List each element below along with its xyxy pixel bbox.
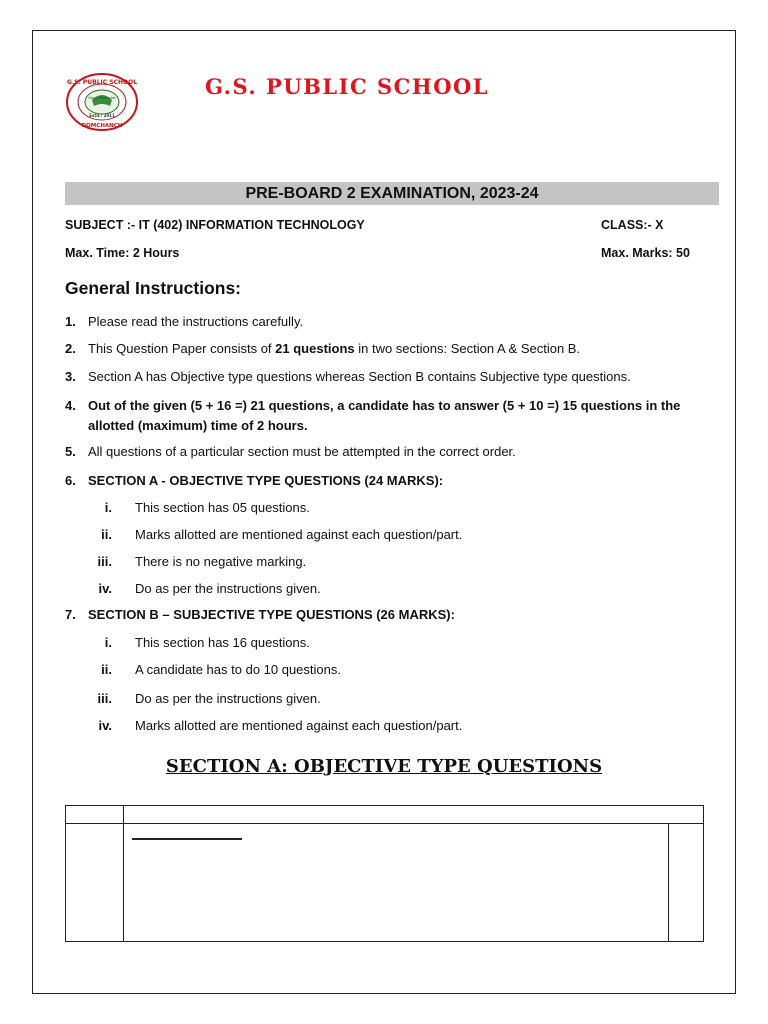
instruction-number: 6. bbox=[65, 473, 76, 488]
instruction-number: 5. bbox=[65, 444, 76, 459]
logo-center-text: Good Character bbox=[88, 96, 116, 100]
logo-ring-bottom-text: DOMCHANCH bbox=[81, 123, 123, 129]
general-instructions-title: General Instructions: bbox=[65, 278, 242, 298]
section-b-instruction-heading: SECTION B – SUBJECTIVE TYPE QUESTIONS (26 MARKS): bbox=[88, 607, 455, 622]
logo-estd-text: Estd.: 2011 bbox=[89, 113, 115, 118]
school-logo bbox=[64, 72, 140, 132]
question-table bbox=[65, 805, 704, 942]
section-a-instruction-heading: SECTION A - OBJECTIVE TYPE QUESTIONS (24 MARKS): bbox=[88, 473, 444, 488]
max-time: Max. Time: 2 Hours bbox=[65, 246, 180, 260]
instruction-text: Section A has Objective type questions whereas Section B contains Subjective type questions. bbox=[88, 369, 631, 384]
instruction-number: 1. bbox=[65, 314, 76, 329]
instruction-number: 3. bbox=[65, 369, 76, 384]
instruction-text: Out of the given (5 + 16 =) 21 questions, a candidate has to answer (5 + 10 =) 15 questions in the allotted (maximum) time of 2 hours. bbox=[88, 398, 681, 433]
instruction-text: This Question Paper consists of 21 questions in two sections: Section A & Section B. bbox=[88, 341, 581, 356]
instruction-number: 7. bbox=[65, 607, 76, 622]
class-line: CLASS:- X bbox=[601, 218, 664, 232]
instruction-text: All questions of a particular section must be attempted in the correct order. bbox=[88, 444, 516, 459]
section-a-heading: SECTION A: OBJECTIVE TYPE QUESTIONS bbox=[165, 756, 603, 777]
exam-title: PRE-BOARD 2 EXAMINATION, 2023-24 bbox=[65, 182, 719, 205]
max-marks: Max. Marks: 50 bbox=[601, 246, 690, 260]
instruction-number: 2. bbox=[65, 341, 76, 356]
school-name: G.S. PUBLIC SCHOOL bbox=[205, 74, 490, 99]
instruction-number: 4. bbox=[65, 398, 76, 413]
instruction-text: Please read the instructions carefully. bbox=[88, 314, 304, 329]
logo-ring-top-text: G.S. PUBLIC SCHOOL bbox=[66, 79, 138, 86]
subject-line: SUBJECT :- IT (402) INFORMATION TECHNOLOGY bbox=[65, 218, 365, 232]
